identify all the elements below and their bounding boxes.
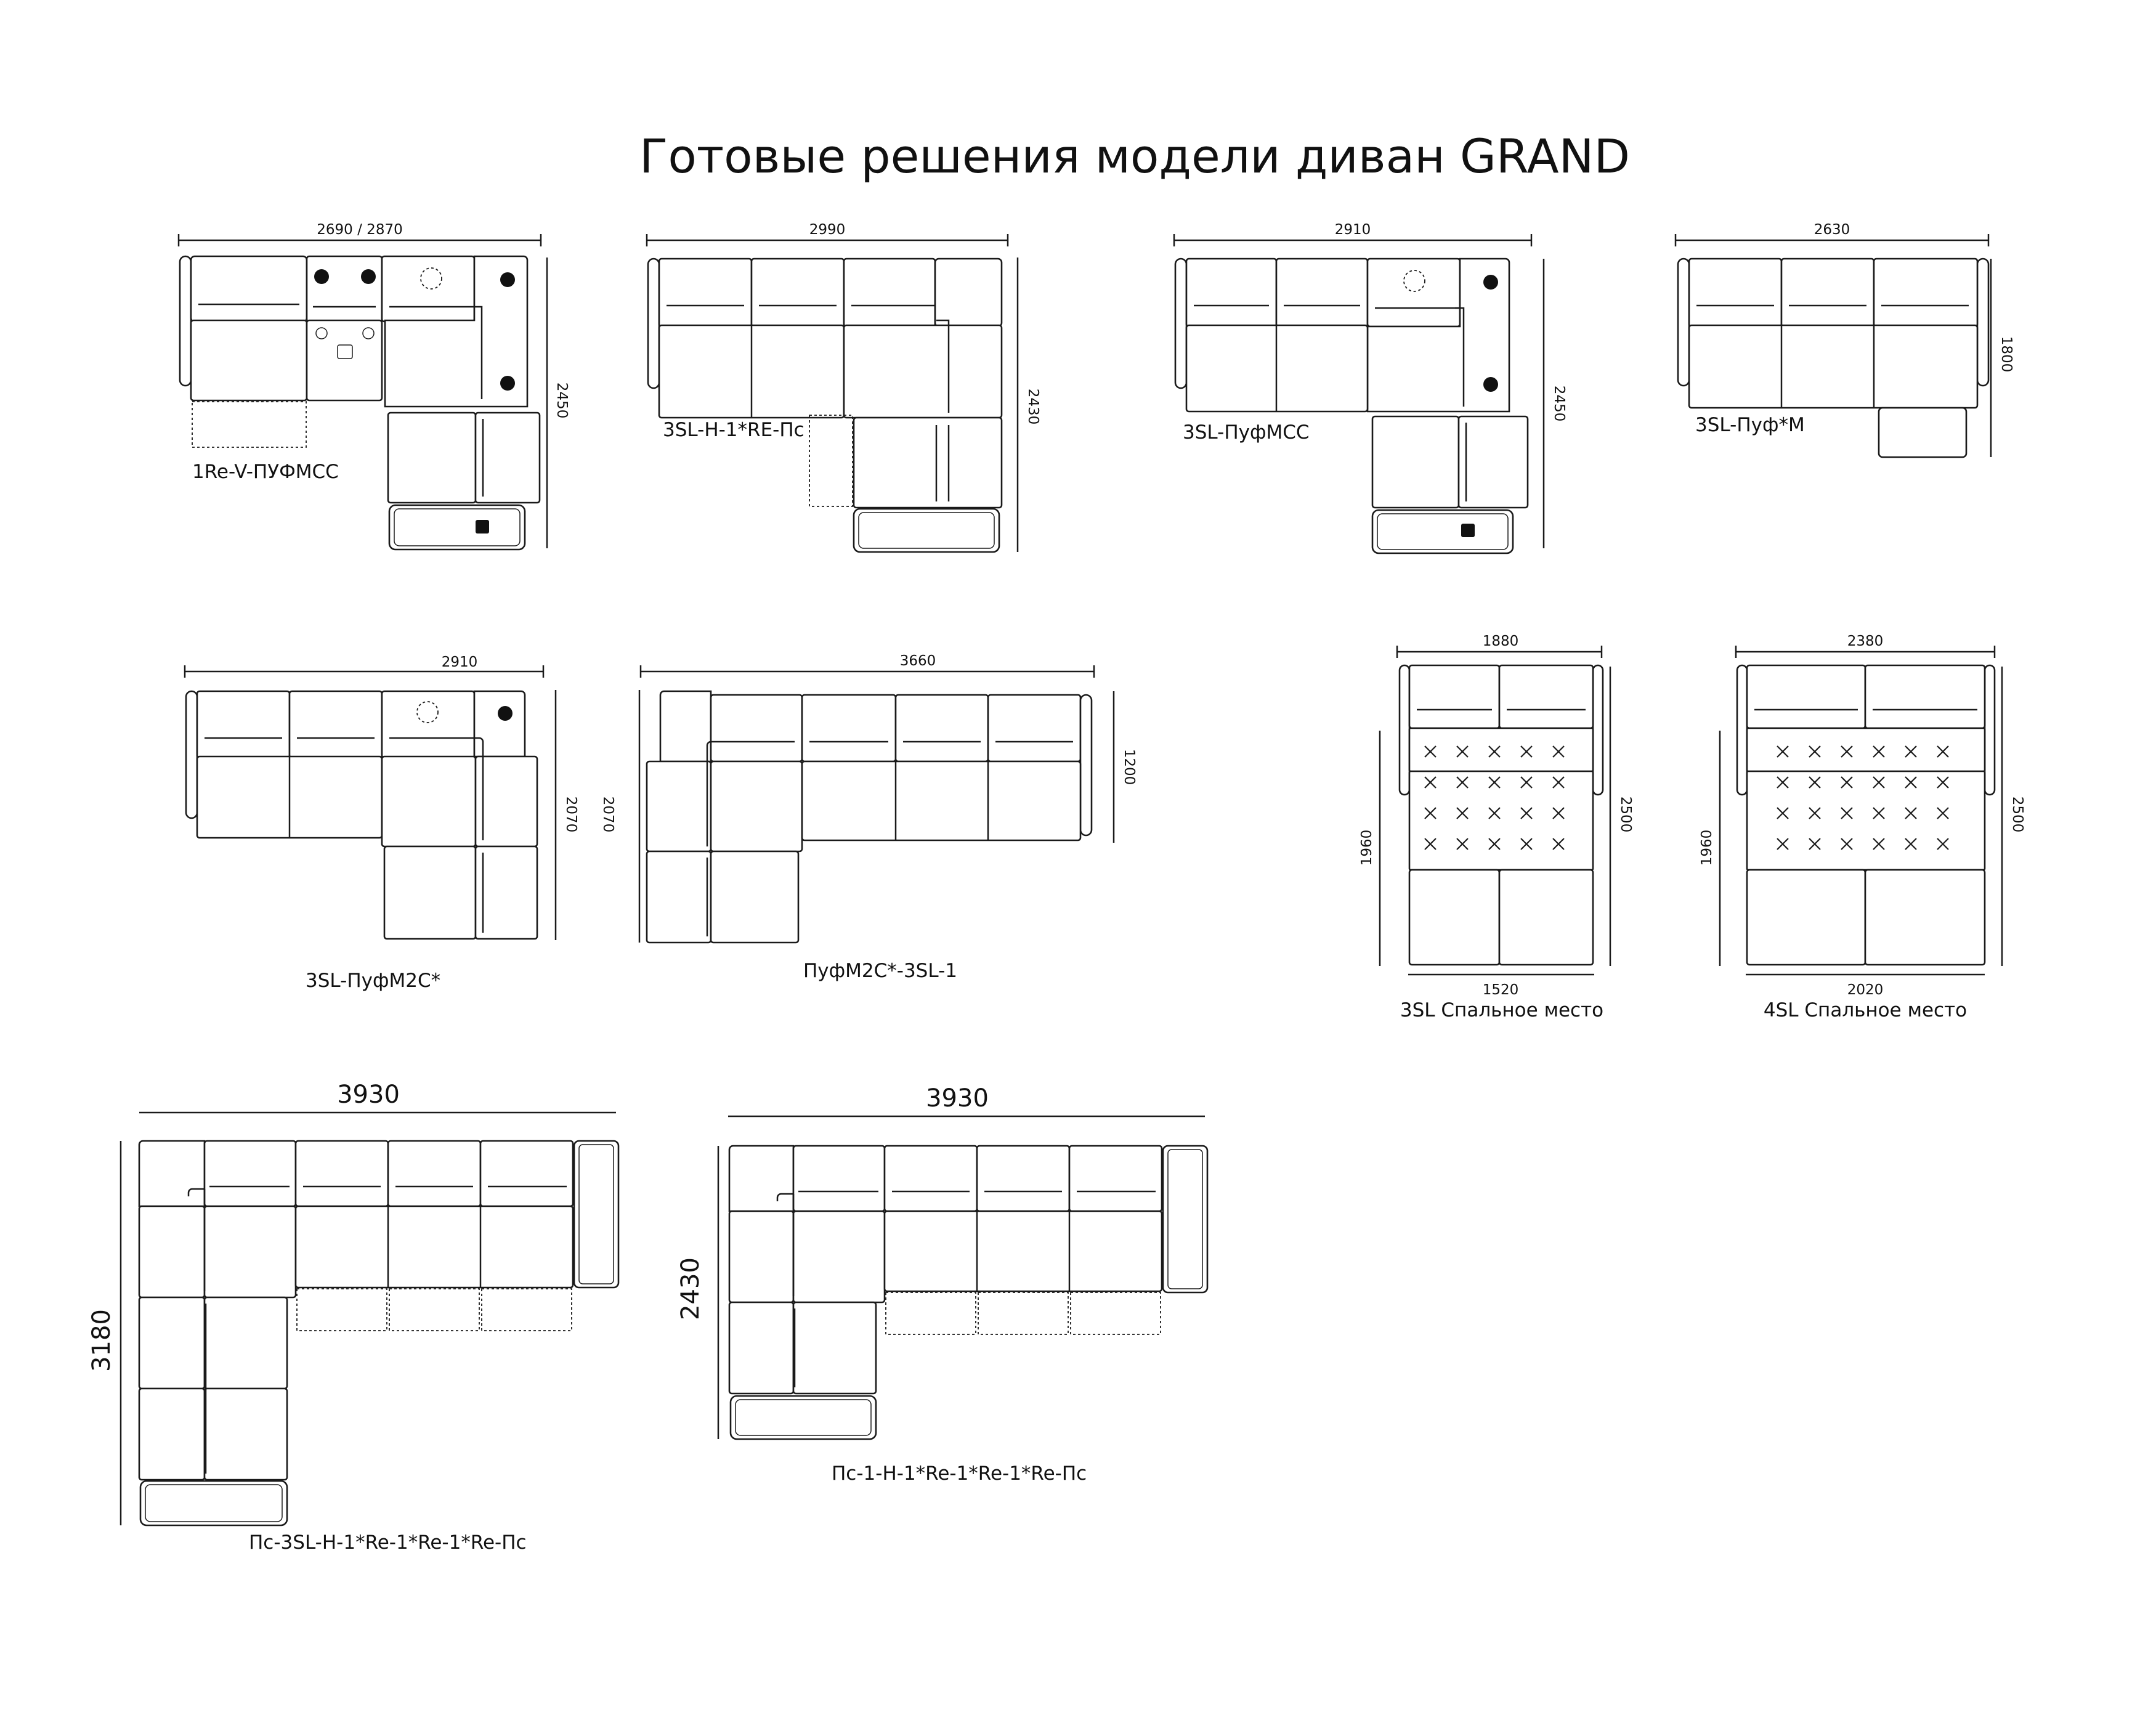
backrest — [1459, 416, 1528, 508]
backrest — [729, 1211, 793, 1302]
armrest — [1985, 665, 1995, 795]
depth-label: 2430 — [676, 1257, 705, 1320]
scheme-1re-v-pufmss — [179, 222, 570, 550]
corner-seat — [205, 1206, 296, 1297]
backrest — [139, 1206, 205, 1297]
backrest — [1186, 259, 1276, 327]
backrest — [647, 761, 711, 851]
scheme-name: 3SL-ПуфМСС — [1183, 421, 1310, 444]
backrest — [729, 1302, 793, 1394]
scheme-name: Пс-1-H-1*Re-1*Re-1*Re-Пс — [832, 1463, 1087, 1485]
seat — [1372, 416, 1459, 508]
backrest — [476, 413, 540, 503]
backrest — [1499, 665, 1593, 728]
recliner-extension — [886, 1292, 976, 1334]
backrest — [844, 259, 935, 327]
corner-backrest — [474, 691, 525, 757]
corner-seat — [793, 1211, 885, 1302]
backrest — [290, 691, 382, 758]
pouf — [854, 509, 999, 552]
scheme-name: 1Re-V-ПУФМСС — [192, 461, 339, 483]
scheme-name: 3SL-H-1*RE-Пс — [663, 419, 804, 441]
backrest — [793, 1146, 885, 1211]
backrest — [885, 1146, 977, 1211]
depth-label-short: 1200 — [1121, 748, 1137, 785]
armrest — [648, 259, 659, 388]
width-label: 3660 — [899, 653, 936, 669]
backrest — [1689, 259, 1781, 327]
backrest — [139, 1297, 205, 1389]
scheme-name: Пс-3SL-H-1*Re-1*Re-1*Re-Пс — [249, 1531, 527, 1554]
seat — [1689, 325, 1977, 408]
seat — [1409, 870, 1499, 965]
scheme-name: 3SL-ПуфМ2С* — [306, 970, 441, 992]
backrest — [711, 695, 802, 761]
width-label: 2910 — [1334, 222, 1371, 238]
backrest — [752, 259, 844, 327]
scheme-pufm2c-3sl-1 — [600, 653, 1137, 982]
width-label: 2690 / 2870 — [317, 222, 403, 238]
scheme-ps-1-h-re-re-re-ps — [676, 1084, 1207, 1485]
depth-label: 2500 — [2009, 796, 2025, 833]
backrest — [205, 1141, 296, 1206]
width-label: 1880 — [1482, 633, 1519, 649]
pouf — [731, 1396, 876, 1439]
scheme-3sl-puf-m — [1676, 222, 2014, 457]
recliner-extension — [192, 402, 306, 447]
backrest — [296, 1141, 388, 1206]
recliner-extension — [978, 1292, 1068, 1334]
backrest — [1368, 259, 1460, 327]
width-label: 2380 — [1847, 633, 1884, 649]
recliner-extension — [389, 1289, 479, 1331]
backrest — [1865, 665, 1985, 728]
width-bottom-label: 2020 — [1847, 982, 1884, 998]
backrest — [977, 1146, 1069, 1211]
backrest — [935, 259, 1002, 327]
cup-holder-icon — [500, 376, 515, 391]
pouf-side — [574, 1141, 618, 1288]
armrest — [1175, 259, 1186, 388]
backrest — [1747, 665, 1865, 728]
storage-icon — [476, 520, 489, 533]
backrest — [802, 695, 896, 761]
seat — [205, 1389, 287, 1480]
armrest — [1737, 665, 1747, 795]
backrest — [139, 1389, 205, 1480]
storage-icon — [1461, 524, 1475, 537]
corner-seat — [711, 761, 802, 851]
seat — [1499, 870, 1593, 965]
sleep-length-label: 1960 — [1699, 829, 1715, 866]
seat — [1747, 870, 1865, 965]
backrest — [197, 691, 290, 758]
width-label: 2910 — [441, 654, 478, 670]
mattress-section — [1409, 771, 1593, 870]
corner-backrest — [729, 1146, 793, 1211]
backrest — [1409, 665, 1499, 728]
pouf-side — [1163, 1146, 1207, 1292]
depth-label: 2450 — [554, 382, 570, 419]
pouf — [1879, 408, 1966, 457]
armrest — [1593, 665, 1603, 795]
scheme-3sl-sleeping — [1359, 633, 1634, 1021]
seat — [802, 761, 1080, 840]
width-label: 3930 — [337, 1081, 400, 1109]
scheme-name: 4SL Спальное место — [1763, 999, 1968, 1021]
corner-seat — [844, 325, 1002, 418]
armrest — [1400, 665, 1409, 795]
bar-module — [307, 320, 382, 400]
width-label: 2990 — [809, 222, 846, 238]
pouf — [384, 846, 476, 939]
seat — [854, 418, 1002, 508]
backrest — [896, 695, 988, 761]
pouf-storage — [389, 505, 525, 550]
backrest — [988, 695, 1080, 761]
scheme-3sl-h-1re-ps — [647, 222, 1041, 552]
pouf-storage — [1372, 510, 1513, 553]
backrest — [476, 757, 537, 846]
corner-backrest — [660, 691, 711, 761]
depth-label: 2450 — [1551, 385, 1567, 422]
cup-holder-icon — [361, 269, 376, 284]
backrest — [388, 1141, 480, 1206]
depth-label: 3180 — [87, 1309, 116, 1372]
mattress-section — [1409, 728, 1593, 771]
seat — [191, 320, 307, 400]
pouf-back — [476, 846, 537, 939]
depth-label: 2430 — [1025, 388, 1041, 425]
scheme-4sl-sleeping — [1699, 633, 2025, 1021]
depth-label: 1800 — [1998, 336, 2014, 373]
recliner-extension — [809, 415, 853, 506]
backrest — [1069, 1146, 1162, 1211]
seat — [885, 1211, 1162, 1291]
width-label: 2630 — [1814, 222, 1850, 238]
seat — [1865, 870, 1985, 965]
seat — [296, 1206, 573, 1288]
recliner-extension — [1071, 1292, 1161, 1334]
pouf — [140, 1481, 287, 1525]
depth-label: 2500 — [1618, 796, 1634, 833]
cup-holder-icon — [314, 269, 329, 284]
width-label: 3930 — [926, 1084, 989, 1113]
seat — [205, 1297, 287, 1389]
corner-backrest — [139, 1141, 205, 1206]
width-bottom-label: 1520 — [1482, 982, 1519, 998]
console — [307, 256, 382, 322]
armrest — [1678, 259, 1689, 386]
backrest — [191, 256, 307, 322]
mattress-section — [1747, 728, 1985, 771]
sleep-length-label: 1960 — [1359, 829, 1375, 866]
backrest — [480, 1141, 573, 1206]
page-title: Готовые решения модели диван GRAND — [639, 129, 1630, 184]
scheme-name: 3SL Спальное место — [1400, 999, 1604, 1021]
backrest — [1874, 259, 1977, 327]
backrest — [1781, 259, 1874, 327]
armrest — [180, 256, 191, 386]
armrest — [1977, 259, 1988, 386]
scheme-3sl-pufmss — [1174, 222, 1567, 553]
scheme-name: 3SL-Пуф*М — [1695, 414, 1805, 436]
cup-holder-icon — [500, 272, 515, 287]
depth-label: 2070 — [600, 796, 616, 833]
scheme-3sl-pufm2c — [185, 654, 579, 992]
armrest — [1080, 695, 1092, 835]
pouf — [711, 851, 798, 943]
cup-holder-icon — [1483, 377, 1498, 392]
pouf-back — [647, 851, 711, 943]
cup-holder-icon — [1483, 275, 1498, 290]
scheme-name: ПуфМ2С*-3SL-1 — [803, 960, 957, 982]
corner-seat — [382, 757, 476, 846]
backrest — [1276, 259, 1368, 327]
recliner-extension — [297, 1289, 387, 1331]
seat — [793, 1302, 876, 1394]
mattress-section — [1747, 771, 1985, 870]
scheme-ps-3sl-h-re-re-re-ps — [87, 1081, 618, 1554]
cup-holder-icon — [498, 706, 513, 721]
backrest — [382, 256, 474, 322]
backrest — [659, 259, 752, 327]
depth-label: 2070 — [563, 796, 579, 833]
recliner-extension — [482, 1289, 572, 1331]
armrest — [186, 691, 197, 818]
seat — [388, 413, 476, 503]
